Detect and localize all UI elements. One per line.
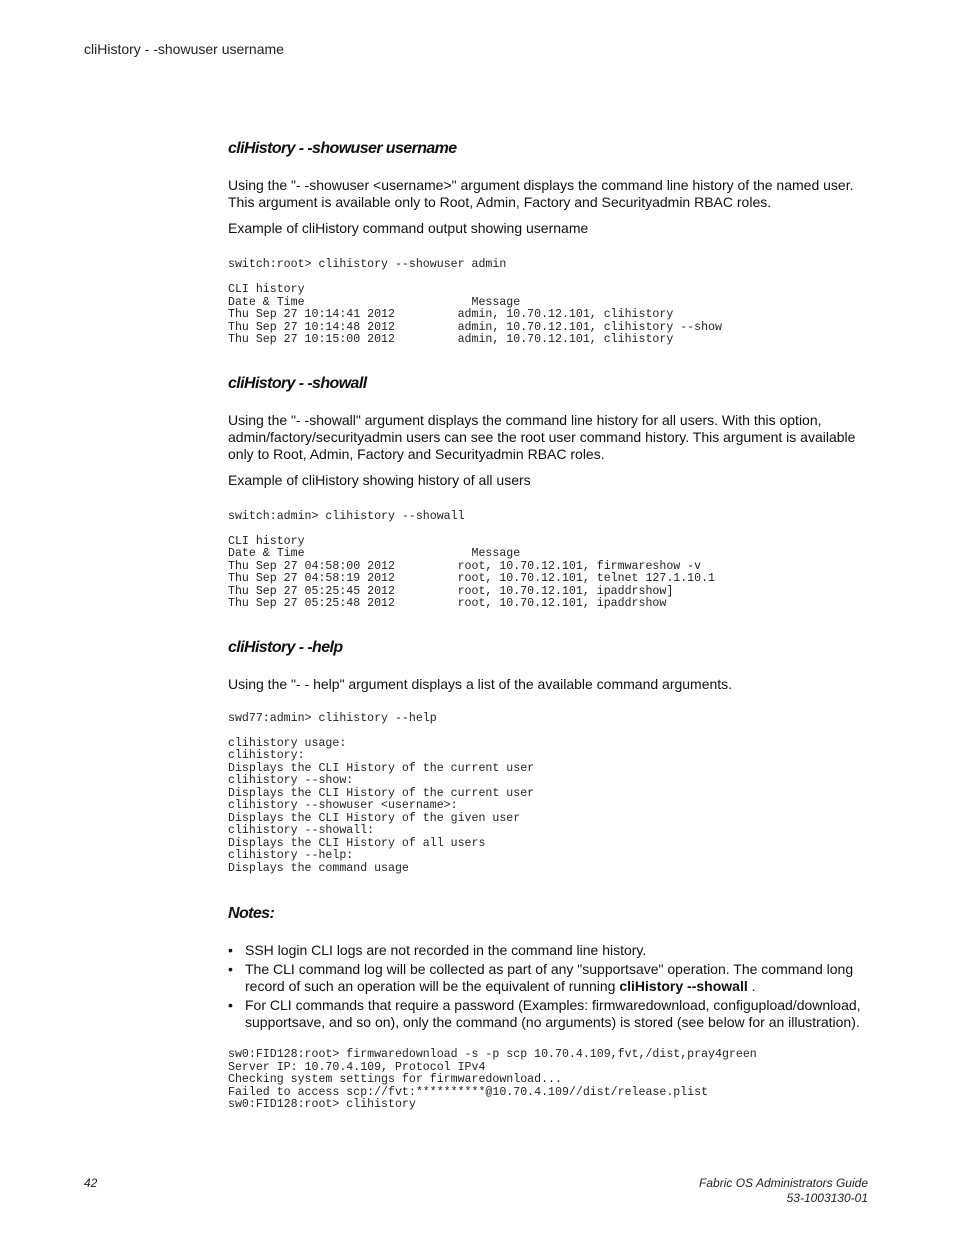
- notes-item-command: cliHistory --showall: [619, 978, 748, 994]
- bullet-icon: •: [228, 942, 233, 958]
- notes-item-text-end: .: [747, 978, 756, 994]
- notes-list: [228, 942, 868, 1031]
- notes-list-item: [228, 997, 868, 1031]
- section-heading-help: cliHistory - -help: [228, 638, 343, 656]
- page-content: [228, 140, 868, 1112]
- showuser-example-intro: Example of cliHistory command output showing username: [228, 220, 589, 236]
- showuser-description: Using the "- -showuser <username>" argument displays the command line history of the named user. This argument is available only to Root, Admin, Factory and Securityadmin RBAC roles.: [228, 177, 854, 210]
- notes-item-text: SSH login CLI logs are not recorded in the command line history.: [245, 942, 647, 958]
- notes-list-item: [228, 961, 868, 995]
- bullet-icon: •: [228, 961, 233, 977]
- help-description: Using the "- - help" argument displays a list of the available command arguments.: [228, 675, 733, 692]
- notes-list-item: [228, 942, 868, 959]
- page-number: 42: [84, 1176, 98, 1190]
- footer-doc-info: [699, 1176, 868, 1206]
- showuser-code-block: switch:root> clihistory --showuser admin CLI history Date & Time Message Thu Sep 27 10:14:41 2012 admin, 10.70.12.101, clihistory Thu Sep 27 10:14:48 2012 admin, 10.70.12.101, clihistory --show Thu Sep 27 10:15:00 2012 admin, 10.70.12.101, clihistory: [228, 258, 722, 346]
- bullet-icon: •: [228, 997, 233, 1013]
- notes-item-text: For CLI commands that require a password (Examples: firmwaredownload, configupload/download, supportsave, and so on), only the command (no arguments) is stored (see below for an illustration).: [245, 997, 861, 1030]
- showall-example-intro: Example of cliHistory showing history of all users: [228, 471, 531, 488]
- notes-item-text: The CLI command log will be collected as part of any "supportsave" operation. The command long record of such an operation will be the equivalent of running: [245, 961, 854, 994]
- section-heading-showall: cliHistory - -showall: [228, 374, 367, 392]
- footer-doc-number: 53-1003130-01: [786, 1191, 868, 1205]
- section-heading-showuser: cliHistory - -showuser username: [228, 140, 457, 157]
- section-heading-notes: Notes:: [228, 905, 275, 922]
- notes-code-block: sw0:FID128:root> firmwaredownload -s -p scp 10.70.4.109,fvt,/dist,pray4green Server IP: 10.70.4.109, Protocol IPv4 Checking system settings for firmwaredownload... Failed to access scp://fvt:**********@10.70.4.109//dist/release.plist sw0:FID128:root> clihistory: [228, 1048, 757, 1111]
- running-header: cliHistory - -showuser username: [84, 41, 284, 57]
- showall-description: Using the "- -showall" argument displays the command line history for all users. With this option, admin/factory/securityadmin users can see the root user command history. This argument is available only to Root, Admin, Factory and Securityadmin RBAC roles.: [228, 411, 856, 462]
- showall-code-block: switch:admin> clihistory --showall CLI history Date & Time Message Thu Sep 27 04:58:00 2012 root, 10.70.12.101, firmwareshow -v Thu Sep 27 04:58:19 2012 root, 10.70.12.101, telnet 127.1.10.1 Thu Sep 27 05:25:45 2012 root, 10.70.12.101, ipaddrshow] Thu Sep 27 05:25:48 2012 root, 10.70.12.101, ipaddrshow: [228, 509, 716, 610]
- footer-doc-title: Fabric OS Administrators Guide: [699, 1176, 868, 1190]
- help-code-block: swd77:admin> clihistory --help clihistory usage: clihistory: Displays the CLI History of the current user clihistory --show: Displays the CLI History of the current user clihistory --showuser <username>: Displays the CLI History of the given user clihistory --showall: Displays the CLI History of all users clihistory --help: Displays the command usage: [228, 711, 535, 875]
